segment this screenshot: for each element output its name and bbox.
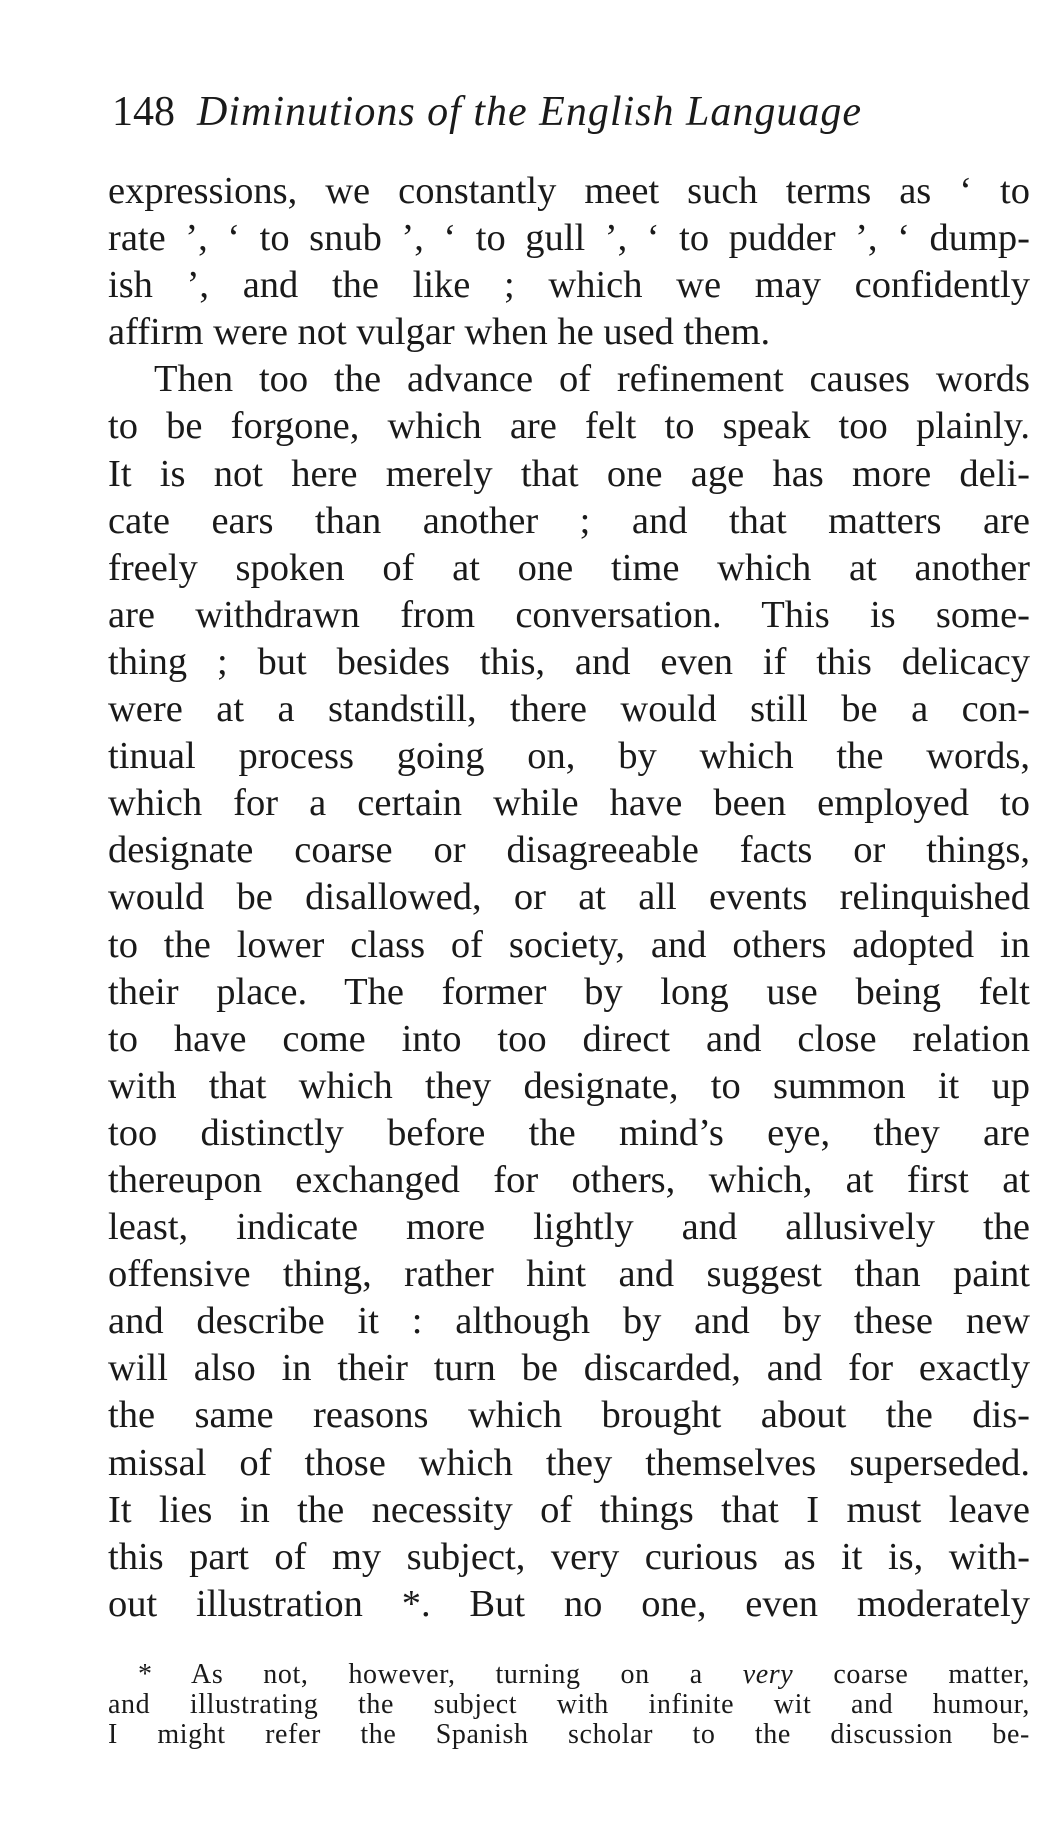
footnote-line: and illustrating the subject with infinite wit and humour, (108, 1689, 1030, 1720)
text-line: out illustration *. But no one, even moderately (108, 1582, 1030, 1625)
text-line: thereupon exchanged for others, which, at first at (108, 1158, 1030, 1201)
text-line: which for a certain while have been employed to (108, 782, 1030, 825)
text-line: too distinctly before the mind’s eye, they are (108, 1111, 1030, 1154)
page-number: 148 (112, 89, 175, 135)
footnote-emphasis: very (742, 1659, 794, 1690)
footnote-line: I might refer the Spanish scholar to the discussion be- (108, 1719, 1030, 1750)
text-line: affirm were not vulgar when he used them. (108, 311, 771, 354)
text-line: and describe it : although by and by these new (108, 1300, 1030, 1343)
footnote-text: coarse matter, (833, 1659, 1030, 1690)
body-text (108, 168, 1030, 1628)
text-line: cate ears than another ; and that matters are (108, 499, 1030, 542)
text-line: designate coarse or disagreeable facts or things, (108, 829, 1030, 872)
text-line: least, indicate more lightly and allusively the (108, 1206, 1030, 1249)
running-head (112, 84, 972, 140)
text-line: to have come into too direct and close relation (108, 1017, 1030, 1060)
text-line: their place. The former by long use being felt (108, 970, 1030, 1013)
text-line: rate ’, ‘ to snub ’, ‘ to gull ’, ‘ to pudder ’, ‘ dump- (108, 217, 1030, 260)
text-line: thing ; but besides this, and even if this delicacy (108, 640, 1030, 683)
text-line: were at a standstill, there would still be a con- (108, 688, 1030, 731)
text-line: are withdrawn from conversation. This is some- (108, 593, 1030, 636)
footnote-text: * As not, however, turning on a (138, 1659, 703, 1690)
text-line: to be forgone, which are felt to speak too plainly. (108, 405, 1030, 448)
footnote-line (108, 1660, 1030, 1690)
text-line: missal of those which they themselves superseded. (108, 1441, 1030, 1484)
text-line: to the lower class of society, and others adopted in (108, 923, 1030, 966)
footnote (108, 1660, 1030, 1750)
text-line: expressions, we constantly meet such terms as ‘ to (108, 170, 1030, 212)
text-line: freely spoken of at one time which at another (108, 546, 1030, 589)
text-line: offensive thing, rather hint and suggest than paint (108, 1253, 1030, 1296)
text-line: ish ’, and the like ; which we may confidently (108, 264, 1030, 307)
text-line: tinual process going on, by which the words, (108, 735, 1030, 778)
text-line: will also in their turn be discarded, and for exactly (108, 1347, 1030, 1390)
text-line: Then too the advance of refinement causes words (154, 358, 1030, 401)
text-line: with that which they designate, to summon it up (108, 1064, 1030, 1107)
text-line: It lies in the necessity of things that I must leave (108, 1488, 1030, 1531)
text-line: this part of my subject, very curious as it is, with- (108, 1535, 1030, 1578)
text-line: would be disallowed, or at all events relinquished (108, 876, 1030, 919)
text-line: the same reasons which brought about the dis- (108, 1394, 1030, 1437)
text-line: It is not here merely that one age has more deli- (108, 452, 1030, 495)
running-title: Diminutions of the English Language (197, 89, 862, 135)
